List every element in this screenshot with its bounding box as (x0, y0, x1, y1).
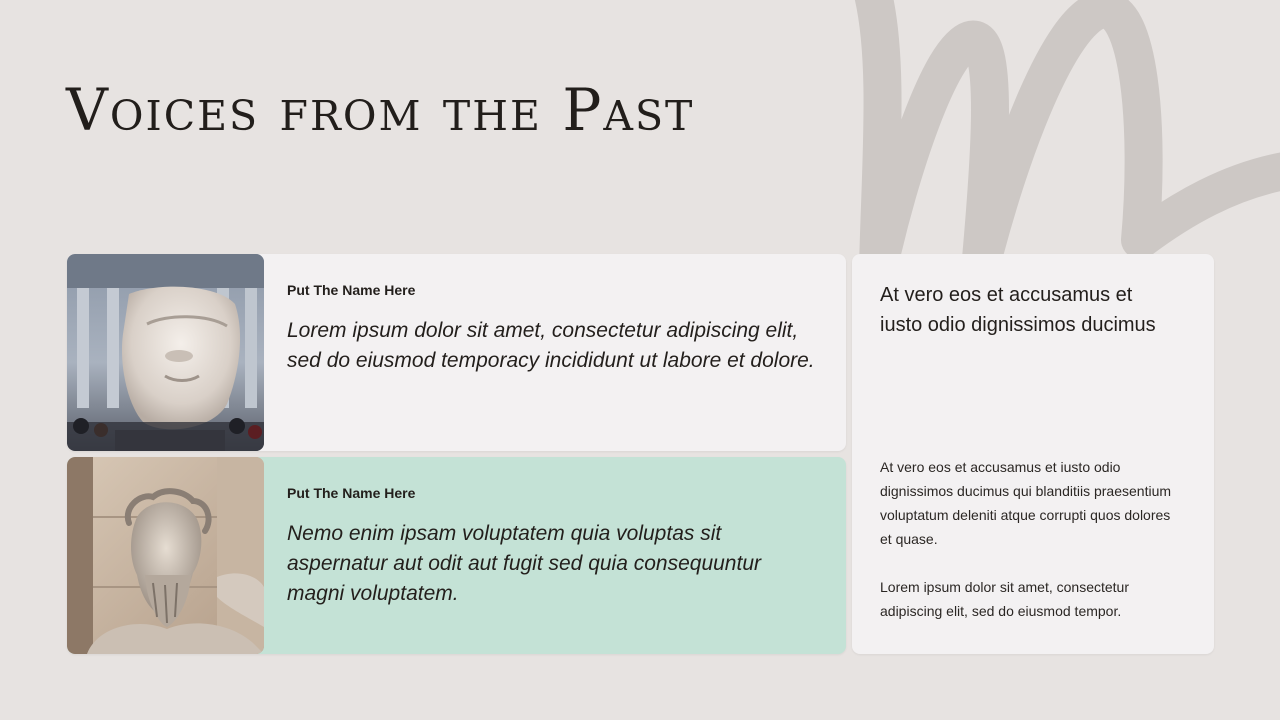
person-name: Put The Name Here (287, 282, 416, 298)
info-card-paragraph: Lorem ipsum dolor sit amet, consectetur adipiscing elit, sed do eiusmod tempor. (880, 579, 1129, 619)
testimonial-content (287, 483, 817, 609)
testimonial-content (287, 280, 817, 376)
page-title: Voices from the Past (66, 76, 695, 144)
info-card-heading: At vero eos et accusamus et iusto odio dignissimos ducimus (880, 284, 1156, 336)
bearded-statue-photo (67, 457, 264, 654)
decorative-brush-stroke (820, 0, 1280, 280)
testimonial-quote: Lorem ipsum dolor sit amet, consectetur adipiscing elit, sed do eiusmod temporacy incididunt ut labore et dolore. (287, 319, 815, 372)
testimonial-quote: Nemo enim ipsam voluptatem quia voluptas sit aspernatur aut odit aut fugit sed quia consequuntur magni voluptatem. (287, 522, 761, 605)
testimonial-card (67, 254, 846, 451)
info-card (852, 254, 1214, 654)
info-card-paragraph: At vero eos et accusamus et iusto odio dignissimos ducimus qui blanditiis praesentium voluptatum deleniti atque corrupti quos dolores et quase. (880, 459, 1172, 547)
testimonial-card (67, 457, 846, 654)
person-name: Put The Name Here (287, 485, 416, 501)
statue-head-photo (67, 254, 264, 451)
